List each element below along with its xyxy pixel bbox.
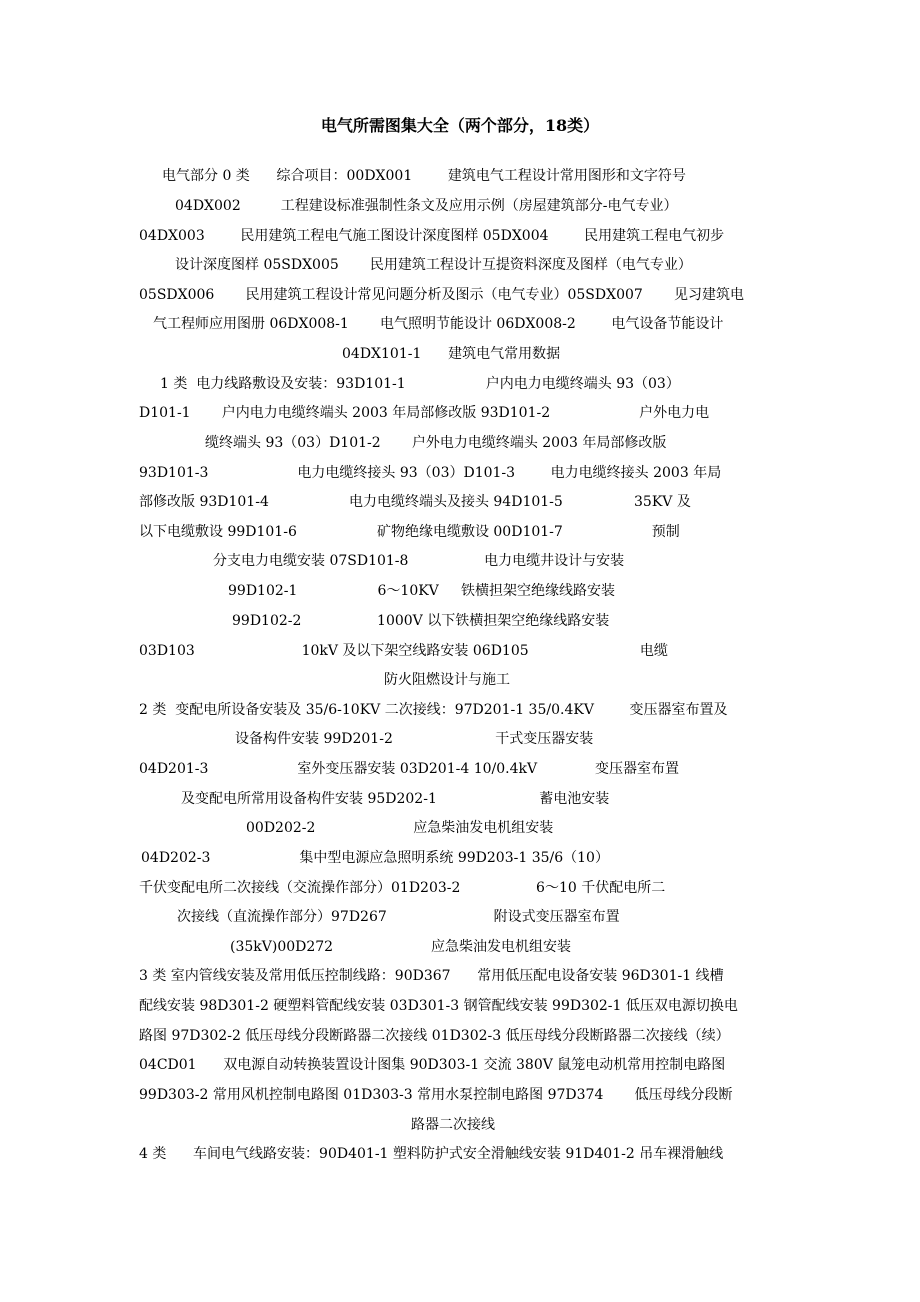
text-line: 部修改版 93D101-4 电力电缆终端头及接头 94D101-5 35KV 及: [139, 494, 691, 510]
text-line: 千伏变配电所二次接线（交流操作部分）01D203-2 6～10 千伏配电所二: [139, 880, 666, 896]
text-line: 93D101-3 电力电缆终接头 93（03）D101-3 电力电缆终接头 2003 年局: [139, 465, 722, 481]
text-line: D101-1 户内电力电缆终端头 2003 年局部修改版 93D101-2 户外电力电: [139, 405, 710, 421]
text-line: 电气部分 0 类 综合项目：00DX001 建筑电气工程设计常用图形和文字符号: [162, 168, 686, 184]
text-line: 04DX003 民用建筑工程电气施工图设计深度图样 05DX004 民用建筑工程电气初步: [139, 228, 725, 244]
text-line: 气工程师应用图册 06DX008-1 电气照明节能设计 06DX008-2 电气设备节能设计: [153, 316, 724, 332]
text-line: 防火阻燃设计与施工: [384, 672, 510, 688]
text-line: 分支电力电缆安装 07SD101-8 电力电缆井设计与安装: [213, 553, 625, 569]
document-title: 电气所需图集大全（两个部分，18类）: [320, 116, 600, 135]
text-line: 05SDX006 民用建筑工程设计常见问题分析及图示（电气专业）05SDX007 见习建筑电: [139, 287, 744, 303]
text-line: 2 类 变配电所设备安装及 35/6-10KV 二次接线：97D201-1 35/0.4KV 变压器室布置及: [139, 702, 728, 718]
text-line: 4 类 车间电气线路安装：90D401-1 塑料防护式安全滑触线安装 91D401-2 吊车裸滑触线: [139, 1146, 724, 1162]
text-line: 04D201-3 室外变压器安装 03D201-4 10/0.4kV 变压器室布置: [139, 761, 679, 777]
text-line: 99D303-2 常用风机控制电路图 01D303-3 常用水泵控制电路图 97D374 低压母线分段断: [139, 1087, 733, 1103]
text-line: 设计深度图样 05SDX005 民用建筑工程设计互提资料深度及图样（电气专业）: [175, 257, 692, 273]
text-line: 缆终端头 93（03）D101-2 户外电力电缆终端头 2003 年局部修改版: [205, 435, 667, 451]
text-line: 3 类 室内管线安装及常用低压控制线路：90D367 常用低压配电设备安装 96D301-1 线槽: [139, 968, 724, 984]
text-line: (35kV)00D272 应急柴油发电机组安装: [230, 939, 571, 955]
text-line: 路器二次接线: [411, 1117, 495, 1133]
text-line: 及变配电所常用设备构件安装 95D202-1 蓄电池安装: [181, 791, 610, 807]
text-line: 00D202-2 应急柴油发电机组安装: [246, 820, 554, 836]
text-line: 04D202-3 集中型电源应急照明系统 99D203-1 35/6（10）: [141, 850, 609, 866]
text-line: 03D103 10kV 及以下架空线路安装 06D105 电缆: [139, 643, 668, 659]
text-line: 配线安装 98D301-2 硬塑料管配线安装 03D301-3 钢管配线安装 99D302-1 低压双电源切换电: [139, 998, 738, 1014]
text-line: 04DX002 工程建设标准强制性条文及应用示例（房屋建筑部分-电气专业）: [175, 198, 678, 214]
text-line: 次接线（直流操作部分）97D267 附设式变压器室布置: [177, 909, 620, 925]
text-line: 路图 97D302-2 低压母线分段断路器二次接线 01D302-3 低压母线分段断路器二次接线（续）: [139, 1028, 730, 1044]
text-line: 设备构件安装 99D201-2 干式变压器安装: [235, 731, 594, 747]
text-line: 以下电缆敷设 99D101-6 矿物绝缘电缆敷设 00D101-7 预制: [139, 524, 680, 540]
text-line: 99D102-2 1000V 以下铁横担架空绝缘线路安装: [232, 613, 610, 629]
text-line: 04DX101-1 建筑电气常用数据: [342, 346, 561, 362]
text-line: 99D102-1 6～10KV 铁横担架空绝缘线路安装: [228, 583, 616, 599]
text-line: 1 类 电力线路敷设及安装：93D101-1 户内电力电缆终端头 93（03）: [160, 376, 680, 392]
text-line: 04CD01 双电源自动转换装置设计图集 90D303-1 交流 380V 鼠笼电动机常用控制电路图: [139, 1057, 726, 1073]
